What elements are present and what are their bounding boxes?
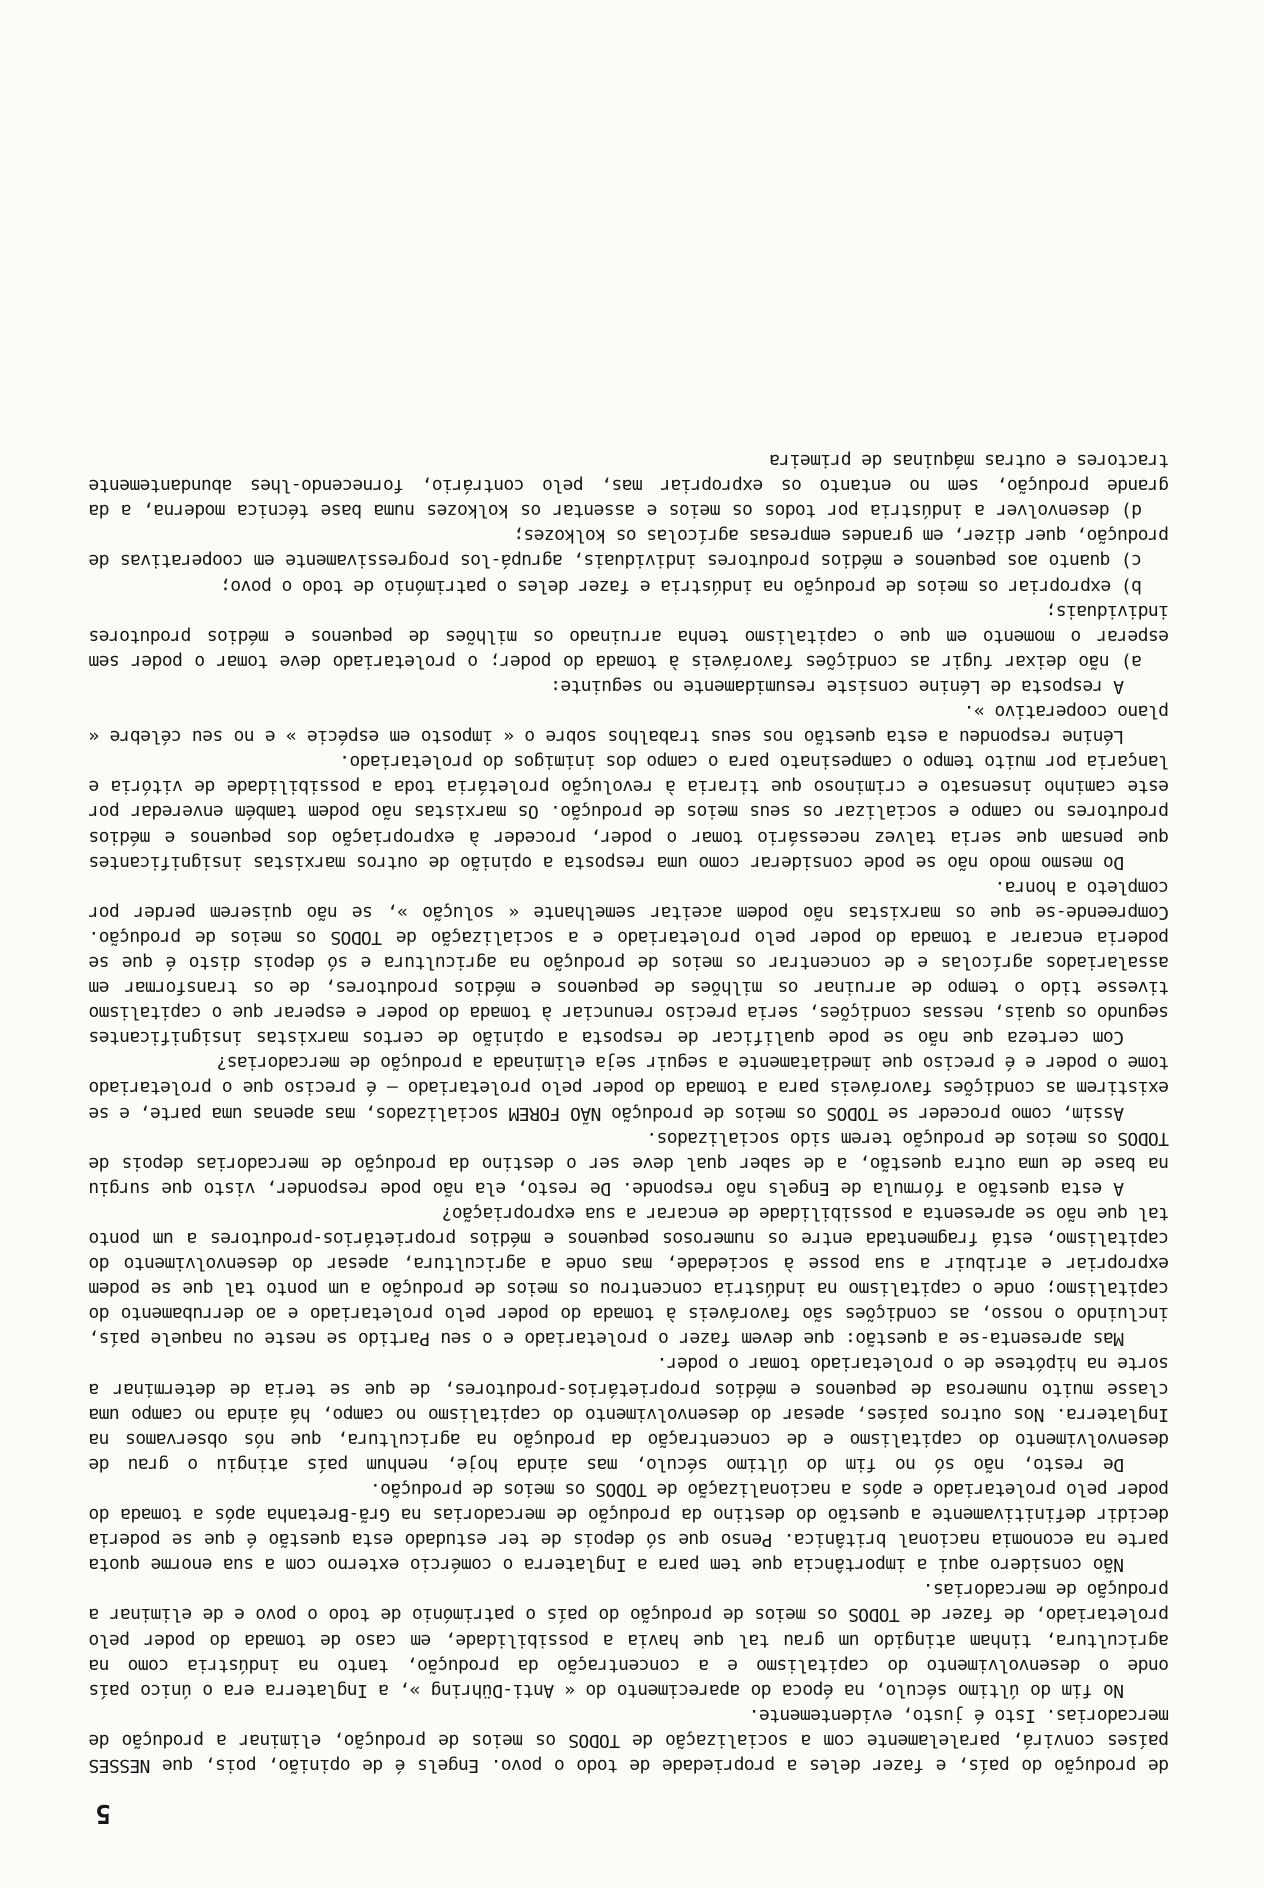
paragraph: A resposta de Lénine consiste resumidamente no seguinte: bbox=[550, 675, 1124, 697]
body-text bbox=[89, 448, 1169, 1778]
paragraph: Do mesmo modo não se pode considerar como uma resposta a opinião de outros marxistas insignificantes que pensam que seria talvez necessário tomar o poder, proceder à expropriação dos pequenos e médios produtores no campo e socializar os seus meios de produção. Os marxistas não podem também enveredar por este caminho insensato e criminoso que tiraria à revolução proletária toda a possibilidade de vitória e lançaria por muito tempo o campesinato para o campo dos inimigos do proletariado. bbox=[89, 751, 1169, 873]
list-item-d: d) desenvolver a indústria por todos os meios e assentar os kolkozes numa base técnica moderna, a da grande produção, sem no entanto os expropriar mas, pelo contrário, fornecendo-lhes abundantemente tractores e outras máquinas de primeira bbox=[89, 450, 1169, 522]
paragraph: Assim, como proceder se TODOS os meios de produção NÃO FOREM socializados, mas apenas uma parte, e se existirem as condições favoráveis para a tomada do poder pelo proletariado — é preciso que o proletariado tome o poder e é preciso que imediatamente a seguir seja eliminada a produção de mercadorias? bbox=[89, 1052, 1169, 1124]
paragraph: Mas apresenta-se a questão: que devem fazer o proletariado e o seu Partido se neste ou naquele país, incluindo o nosso, as condições são favoráveis à tomada do poder pelo proletariado e ao derrubamento do capitalismo; onde o capitalismo na indústria concentrou os meios de produção a um ponto tal que se podem expropriar e atribuir a sua posse à sociedade, mas onde a agricultura, apesar do desenvolvimento do capitalismo, está fragmentada entre os numerosos pequenos e médios proprietários-produtores a um ponto tal que não se apresenta a possibilidade de encarar a sua expropriação? bbox=[89, 1202, 1169, 1350]
page-number: 5 bbox=[95, 1798, 111, 1828]
paragraph: No fim do último século, na época do aparecimento do « Anti-Dühring », a Inglaterra era o único país onde o desenvolvimento do capitalismo e a concentração da produção, tanto na indústria como na agricultura, tinham atingido um grau tal que havia a possibilidade, em caso de tomada do poder pelo proletariado, de fazer de TODOS os meios de produção do país o património de todo o povo e de eliminar a produção de mercadorias. bbox=[89, 1579, 1169, 1701]
paragraph: Lénine respondeu a esta questão nos seus trabalhos sobre o « imposto em espécie » e no seu célebre « plano cooperativo ». bbox=[89, 701, 1169, 748]
list-item-c: c) quanto aos pequenos e médios produtores individuais, agrupá-los progressivamente em cooperativas de produção, quer dizer, em grandes empresas agrícolas os kolkozes; bbox=[89, 525, 1169, 572]
paragraph: de produção do país, e fazer deles a propriedade de todo o povo. Engels é de opinião, pois, que NESSES países convirá, paralelamente com a socialização de TODOS os meios de produção, eliminar a produção de mercadorias. Isto é justo, evidentemente. bbox=[89, 1704, 1169, 1776]
paragraph: Não considero aqui a importância que tem para a Inglaterra o comércio externo com a sua enorme quota parte na economia nacional britânica. Penso que só depois de ter estudado esta questão é que se poderia decidir definitivamente a questão do destino da produção de mercadorias na Grã-Bretanha após a tomada do poder pelo proletariado e após a nacionalização de TODOS os meios de produção. bbox=[89, 1478, 1169, 1576]
paragraph: De resto, não só no fim do último século, mas ainda hoje, nenhum país atingiu o grau de desenvolvimento do capitalismo e de concentração da produção na agricultura, que nós observamos na Inglaterra. Nos outros países, apesar do desenvolvimento do capitalismo no campo, há ainda no campo uma classe muito numerosa de pequenos e médios proprietários-produtores, de que se teria de determinar a sorte na hipótese de o proletariado tomar o poder. bbox=[89, 1353, 1169, 1475]
list-item-b: b) expropriar os meios de produção na indústria e fazer deles o património de todo o povo; bbox=[220, 575, 1142, 597]
paragraph: A esta questão a fórmula de Engels não responde. De resto, ela não pode responder, visto que surgiu na base de uma outra questão, a de saber qual deve ser o destino da produção de mercadorias depois de TODOS os meios de produção terem sido socializados. bbox=[89, 1127, 1169, 1199]
paragraph: Com certeza que não se pode qualificar de resposta a opinião de certos marxistas insignificantes segundo os quais, nessas condições, seria preciso renunciar à tomada do poder e esperar que o capitalismo tivesse tido o tempo de arruinar os milhões de pequenos e médios produtores, de os transformar em assalariados agrícolas e de concentrar os meios de produção na agricultura e só depois disto é que se poderia encarar a tomada do poder pelo proletariado e a socialização de TODOS os meios de produção. Compreende-se que os marxistas não podem aceitar semelhante « solução », se não quiserem perder por completo a honra. bbox=[89, 876, 1169, 1049]
list-item-a: a) não deixar fugir as condições favoráveis à tomada do poder; o proletariado deve tomar o poder sem esperar o momento em que o capitalismo tenha arruinado os milhões de pequenos e médios produtores individuais; bbox=[89, 600, 1169, 672]
